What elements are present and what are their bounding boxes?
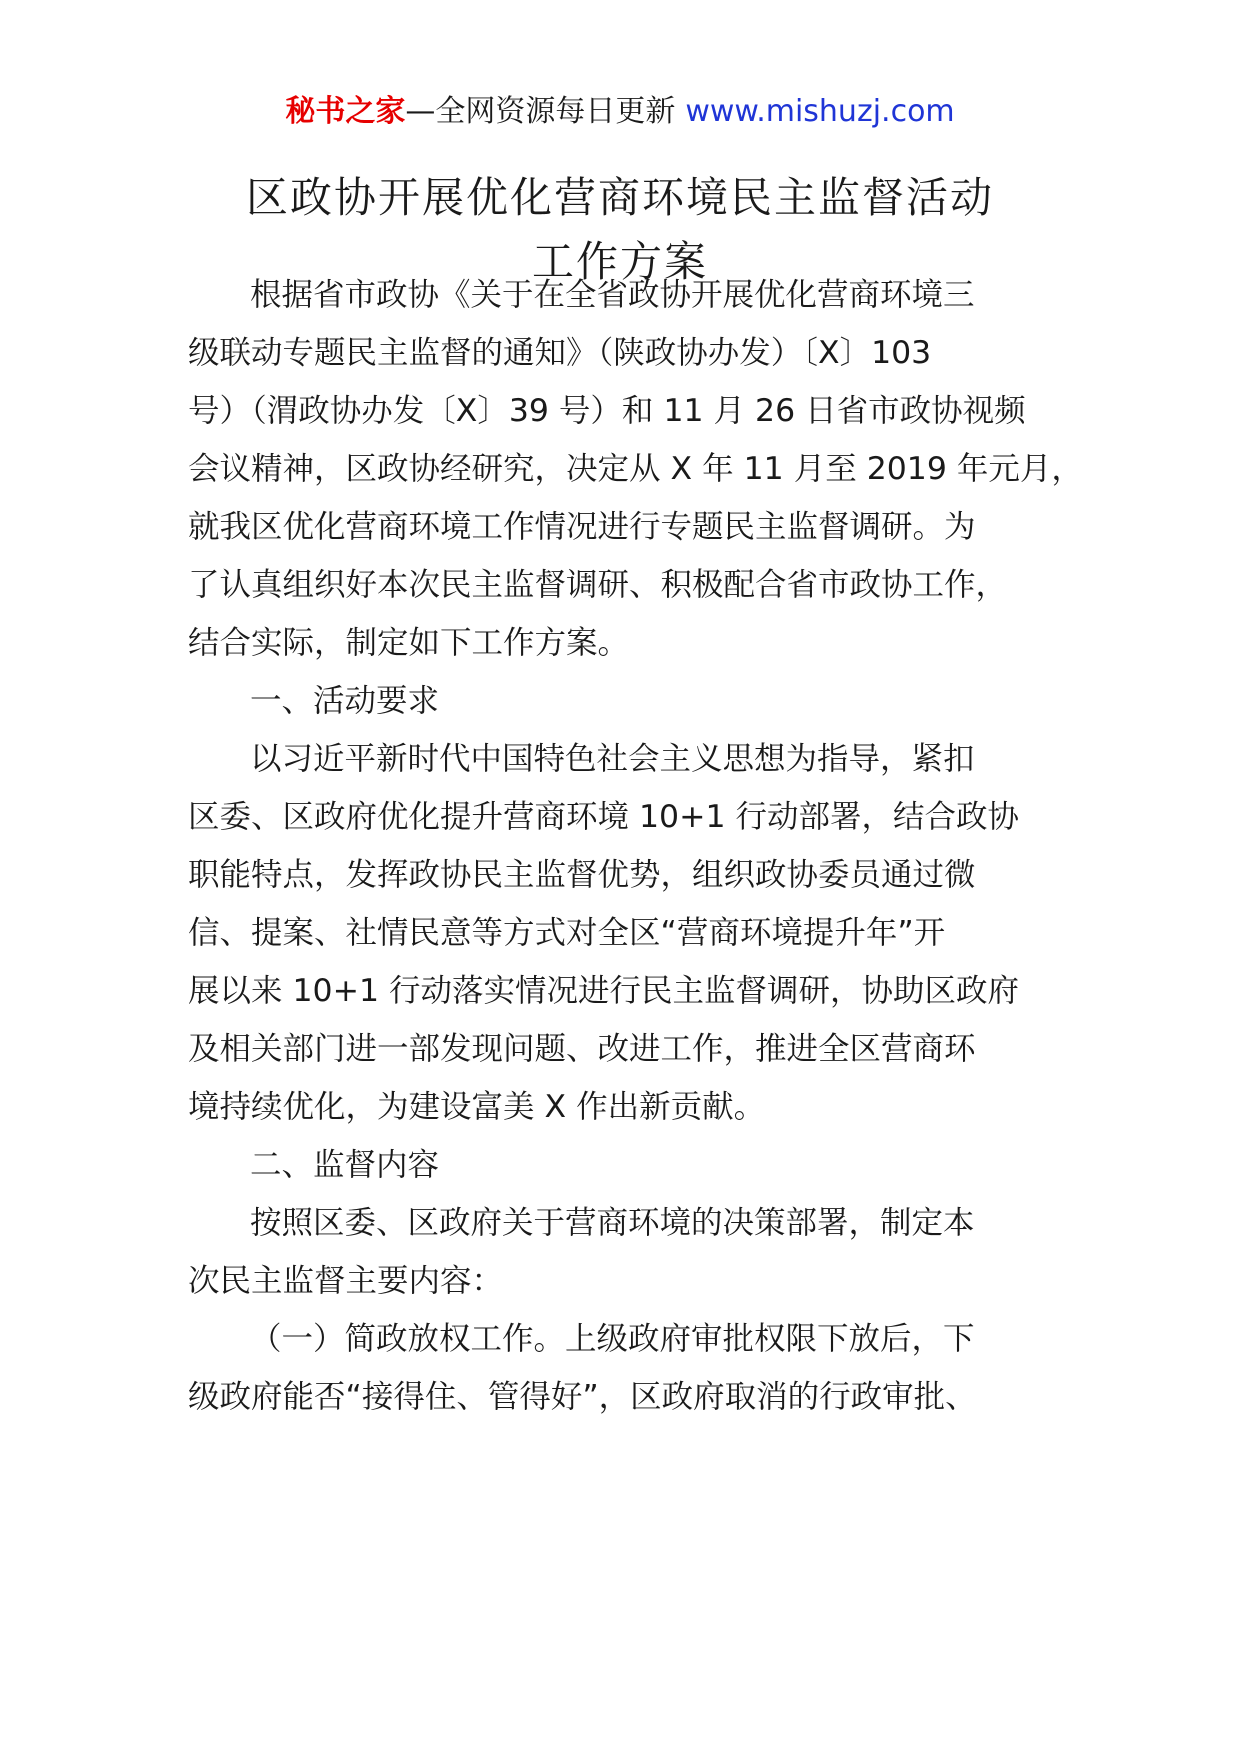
paragraph-line: 次民主监督主要内容： xyxy=(188,1263,504,1299)
document-title-line-1: 区政协开展优化营商环境民主监督活动 xyxy=(245,173,994,222)
header-tagline: —全网资源每日更新 xyxy=(405,94,676,129)
brand-name: 秘书之家 xyxy=(285,94,406,129)
site-header xyxy=(0,92,1240,132)
paragraph-line: 号）（渭政协办发〔X〕39 号）和 11 月 26 日省市政协视频 xyxy=(188,393,1026,429)
paragraph-line: 展以来 10+1 行动落实情况进行民主监督调研，协助区政府 xyxy=(188,973,1020,1009)
paragraph-line: 会议精神，区政协经研究，决定从 X 年 11 月至 2019 年元月， xyxy=(188,451,1083,487)
paragraph-line: 按照区委、区政府关于营商环境的决策部署，制定本 xyxy=(250,1205,975,1241)
paragraph-line: 级联动专题民主监督的通知》（陕政协办发）〔X〕103 xyxy=(188,335,932,371)
paragraph-line: 级政府能否“接得住、管得好”，区政府取消的行政审批、 xyxy=(188,1379,977,1415)
paragraph-line: （一）简政放权工作。上级政府审批权限下放后，下 xyxy=(250,1321,975,1357)
document-title-line-2: 工作方案 xyxy=(531,237,708,286)
paragraph-line: 以习近平新时代中国特色社会主义思想为指导，紧扣 xyxy=(250,741,975,777)
paragraph-line: 就我区优化营商环境工作情况进行专题民主监督调研。为 xyxy=(188,509,976,545)
paragraph-line: 职能特点，发挥政协民主监督优势，组织政协委员通过微 xyxy=(188,857,976,893)
paragraph-line: 信、提案、社情民意等方式对全区“营商环境提升年”开 xyxy=(188,915,946,951)
paragraph-line: 及相关部门进一部发现问题、改进工作，推进全区营商环 xyxy=(188,1031,976,1067)
paragraph-line: 区委、区政府优化提升营商环境 10+1 行动部署，结合政协 xyxy=(188,799,1020,835)
paragraph-line: 境持续优化，为建设富美 X 作出新贡献。 xyxy=(188,1089,766,1125)
paragraph-line: 结合实际，制定如下工作方案。 xyxy=(188,625,630,661)
site-url[interactable]: www.mishuzj.com xyxy=(685,94,955,129)
section-heading-supervision-content: 二、监督内容 xyxy=(250,1147,440,1183)
paragraph-line: 根据省市政协《关于在全省政协开展优化营商环境三 xyxy=(250,277,975,313)
section-heading-activity-requirements: 一、活动要求 xyxy=(250,683,440,719)
paragraph-line: 了认真组织好本次民主监督调研、积极配合省市政协工作， xyxy=(188,567,1008,603)
